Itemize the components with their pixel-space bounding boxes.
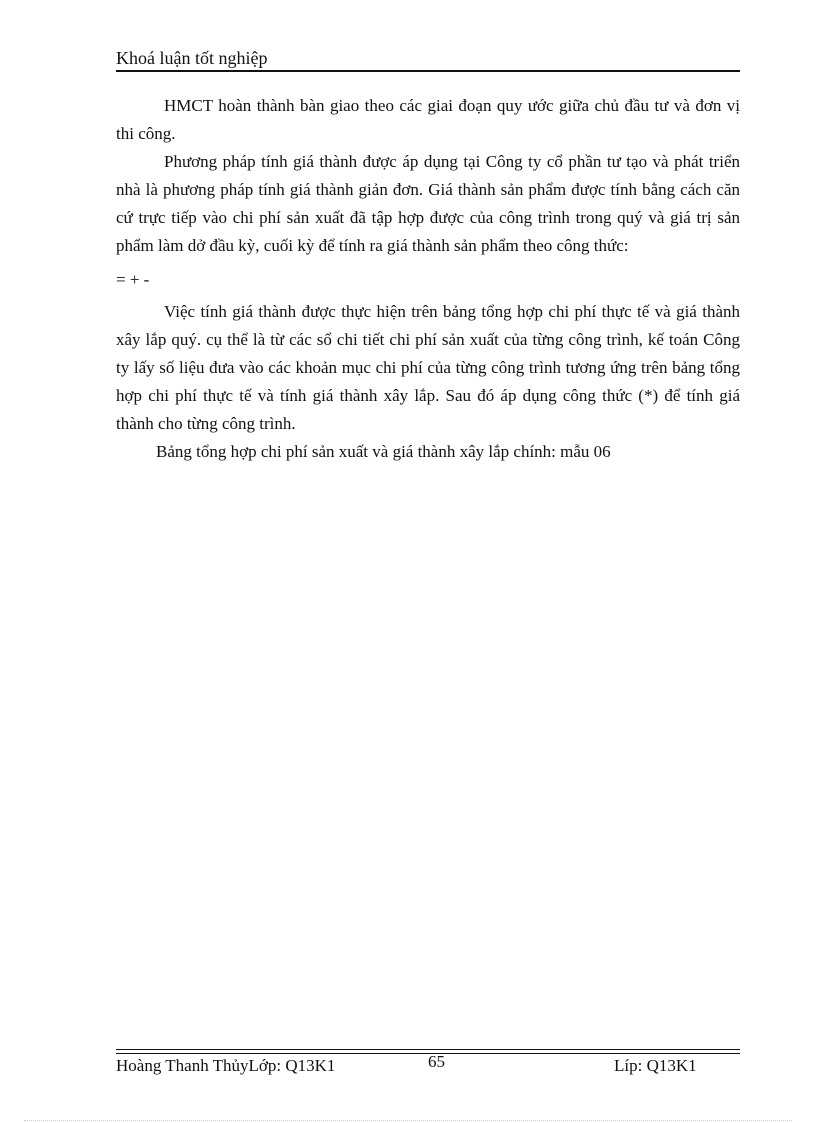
footer-author-class: Hoàng Thanh ThủyLớp: Q13K1 bbox=[116, 1056, 336, 1075]
footer-divider bbox=[116, 1049, 740, 1050]
header-divider bbox=[116, 70, 740, 72]
footer-class: Líp: Q13K1 bbox=[614, 1056, 697, 1075]
table-caption: Bảng tổng hợp chi phí sản xuất và giá thành xây lắp chính: mẫu 06 bbox=[156, 442, 611, 461]
paragraph: Phương pháp tính giá thành được áp dụng tại Công ty cổ phần tư tạo và phát triển nhà là phương pháp tính giá thành giản đơn. Giá thành sản phẩm được tính bằng cách căn cứ trực tiếp vào chi phí sản xuất đã tập hợp được của công trình trong quý và giá trị sản phẩm làm dở đầu kỳ, cuối kỳ để tính ra giá thành sản phẩm theo công thức: bbox=[116, 152, 740, 255]
page-number: 65 bbox=[428, 1052, 445, 1071]
header-title: Khoá luận tốt nghiệp bbox=[116, 48, 268, 68]
paragraph: Việc tính giá thành được thực hiện trên bảng tổng hợp chi phí thực tế và giá thành xây lắp quý. cụ thể là từ các sổ chi tiết chi phí sản xuất của từng công trình, kế toán Công ty lấy số liệu đưa vào các khoản mục chi phí của từng công trình tương ứng trên bảng tổng hợp chi phí thực tế và tính giá thành xây lắp. Sau đó áp dụng công thức (*) để tính giá thành cho từng công trình. bbox=[116, 302, 740, 433]
page-edge-divider bbox=[24, 1120, 792, 1121]
document-body bbox=[116, 92, 740, 466]
paragraph: HMCT hoàn thành bàn giao theo các giai đoạn quy ước giữa chủ đầu tư và đơn vị thi công. bbox=[116, 96, 740, 143]
formula: = + - bbox=[116, 270, 150, 289]
